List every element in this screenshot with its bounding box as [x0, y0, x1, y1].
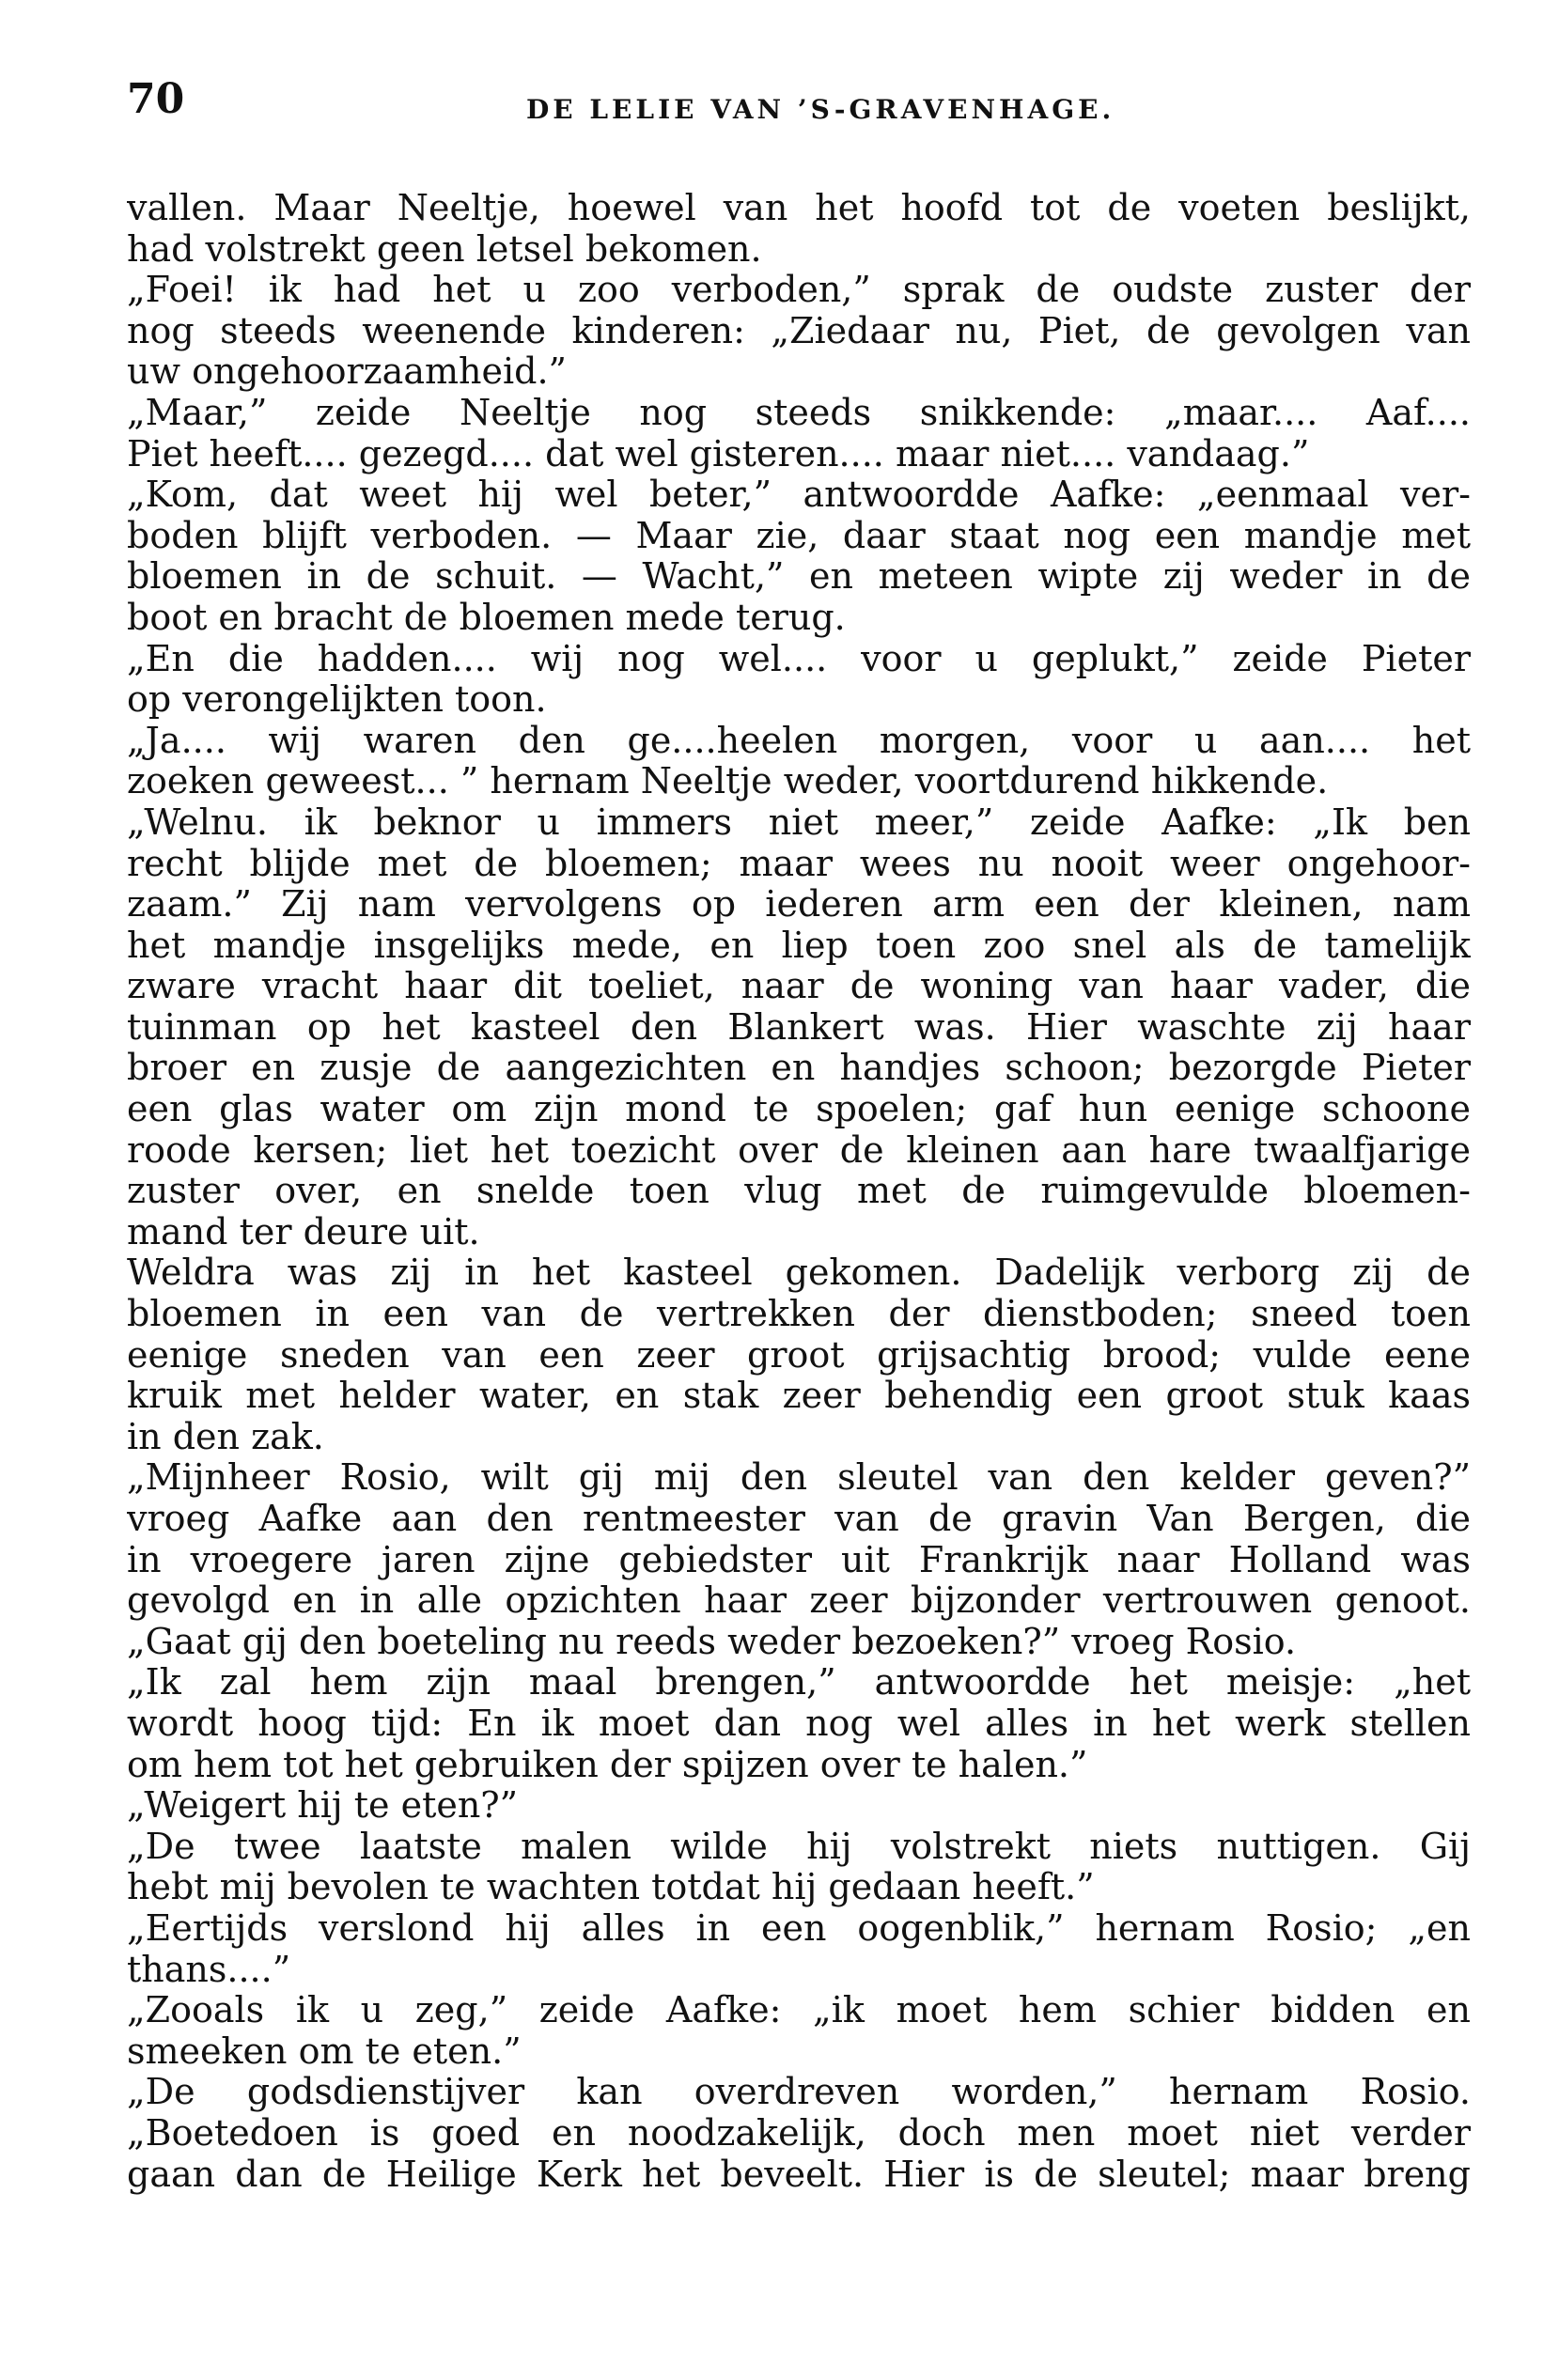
- text-line: „Zooals ik u zeg,” zeide Aafke: „ik moet hem schier bidden en: [127, 1990, 1471, 2031]
- text-line: thans....”: [127, 1949, 291, 1990]
- text-line: op verongelijkten toon.: [127, 679, 547, 721]
- text-line: „Kom, dat weet hij wel beter,” antwoordde Aafke: „eenmaal ver-: [127, 474, 1471, 516]
- text-line: recht blijde met de bloemen; maar wees nu nooit weer ongehoor-: [127, 843, 1471, 884]
- text-line: in vroegere jaren zijne gebiedster uit Frankrijk naar Holland was: [127, 1539, 1471, 1580]
- text-line: zoeken geweest... ” hernam Neeltje weder, voortdurend hikkende.: [127, 761, 1329, 802]
- text-line: „Eertijds verslond hij alles in een oogenblik,” hernam Rosio; „en: [127, 1907, 1471, 1949]
- text-line: „Mijnheer Rosio, wilt gij mij den sleutel van den kelder geven?”: [127, 1457, 1471, 1499]
- text-line: eenige sneden van een zeer groot grijsachtig brood; vulde eene: [127, 1334, 1471, 1376]
- page-header: [127, 75, 1471, 132]
- text-line: een glas water om zijn mond te spoelen; gaf hun eenige schoone: [127, 1089, 1471, 1130]
- text-line: wordt hoog tijd: En ik moet dan nog wel alles in het werk stellen: [127, 1703, 1471, 1744]
- text-line: „De godsdienstijver kan overdreven worden,” hernam Rosio.: [127, 2072, 1471, 2113]
- text-line: roode kersen; liet het toezicht over de kleinen aan hare twaalfjarige: [127, 1129, 1471, 1171]
- text-line: uw ongehoorzaamheid.”: [127, 351, 567, 393]
- text-line: „Foei! ik had het u zoo verboden,” sprak de oudste zuster der: [127, 270, 1471, 311]
- text-line: „Maar,” zeide Neeltje nog steeds snikkende: „maar.... Aaf....: [127, 392, 1471, 433]
- text-line: Weldra was zij in het kasteel gekomen. Dadelijk verborg zij de: [127, 1252, 1471, 1294]
- running-title: DE LELIE VAN ’S-GRAVENHAGE.: [526, 94, 1115, 125]
- text-line: om hem tot het gebruiken der spijzen over te halen.”: [127, 1744, 1088, 1785]
- text-line: Piet heeft.... gezegd.... dat wel gisteren.... maar niet.... vandaag.”: [127, 433, 1310, 474]
- text-line: het mandje insgelijks mede, en liep toen zoo snel als de tamelijk: [127, 925, 1471, 966]
- text-line: tuinman op het kasteel den Blankert was. Hier waschte zij haar: [127, 1006, 1471, 1048]
- text-line: zaam.” Zij nam vervolgens op iederen arm een der kleinen, nam: [127, 884, 1471, 926]
- text-line: smeeken om te eten.”: [127, 2030, 522, 2072]
- text-line: nog steeds weenende kinderen: „Ziedaar nu, Piet, de gevolgen van: [127, 310, 1471, 351]
- text-line: broer en zusje de aangezichten en handjes schoon; bezorgde Pieter: [127, 1048, 1471, 1089]
- text-line: „De twee laatste malen wilde hij volstrekt niets nuttigen. Gij: [127, 1826, 1471, 1867]
- page-number: 70: [127, 75, 185, 123]
- text-line: mand ter deure uit.: [127, 1211, 480, 1252]
- text-line: boot en bracht de bloemen mede terug.: [127, 597, 846, 638]
- text-line: gevolgd en in alle opzichten haar zeer bijzonder vertrouwen genoot.: [127, 1580, 1471, 1622]
- text-line: zuster over, en snelde toen vlug met de ruimgevulde bloemen-: [127, 1171, 1471, 1212]
- text-line: boden blijft verboden. — Maar zie, daar staat nog een mandje met: [127, 515, 1471, 556]
- text-line: gaan dan de Heilige Kerk het beveelt. Hier is de sleutel; maar breng: [127, 2154, 1471, 2195]
- text-line: zware vracht haar dit toeliet, naar de woning van haar vader, die: [127, 966, 1471, 1007]
- text-line: kruik met helder water, en stak zeer behendig een groot stuk kaas: [127, 1376, 1471, 1417]
- text-line: had volstrekt geen letsel bekomen.: [127, 228, 762, 270]
- text-line: bloemen in een van de vertrekken der dienstboden; sneed toen: [127, 1294, 1471, 1335]
- text-line: „Ja.... wij waren den ge....heelen morgen, voor u aan.... het: [127, 720, 1471, 761]
- text-line: „Weigert hij te eten?”: [127, 1785, 519, 1827]
- text-line: vallen. Maar Neeltje, hoewel van het hoofd tot de voeten beslijkt,: [127, 188, 1471, 228]
- body-text: [127, 188, 1471, 2195]
- text-line: „Gaat gij den boeteling nu reeds weder bezoeken?” vroeg Rosio.: [127, 1621, 1297, 1662]
- text-line: bloemen in de schuit. — Wacht,” en meteen wipte zij weder in de: [127, 556, 1471, 598]
- text-line: vroeg Aafke aan den rentmeester van de gravin Van Bergen, die: [127, 1499, 1471, 1539]
- text-line: hebt mij bevolen te wachten totdat hij gedaan heeft.”: [127, 1867, 1095, 1908]
- text-line: „Boetedoen is goed en noodzakelijk, doch men moet niet verder: [127, 2112, 1471, 2154]
- text-line: „En die hadden.... wij nog wel.... voor u geplukt,” zeide Pieter: [127, 638, 1471, 679]
- text-line: „Ik zal hem zijn maal brengen,” antwoordde het meisje: „het: [127, 1662, 1471, 1703]
- text-line: in den zak.: [127, 1416, 324, 1457]
- text-line: „Welnu. ik beknor u immers niet meer,” zeide Aafke: „Ik ben: [127, 801, 1471, 843]
